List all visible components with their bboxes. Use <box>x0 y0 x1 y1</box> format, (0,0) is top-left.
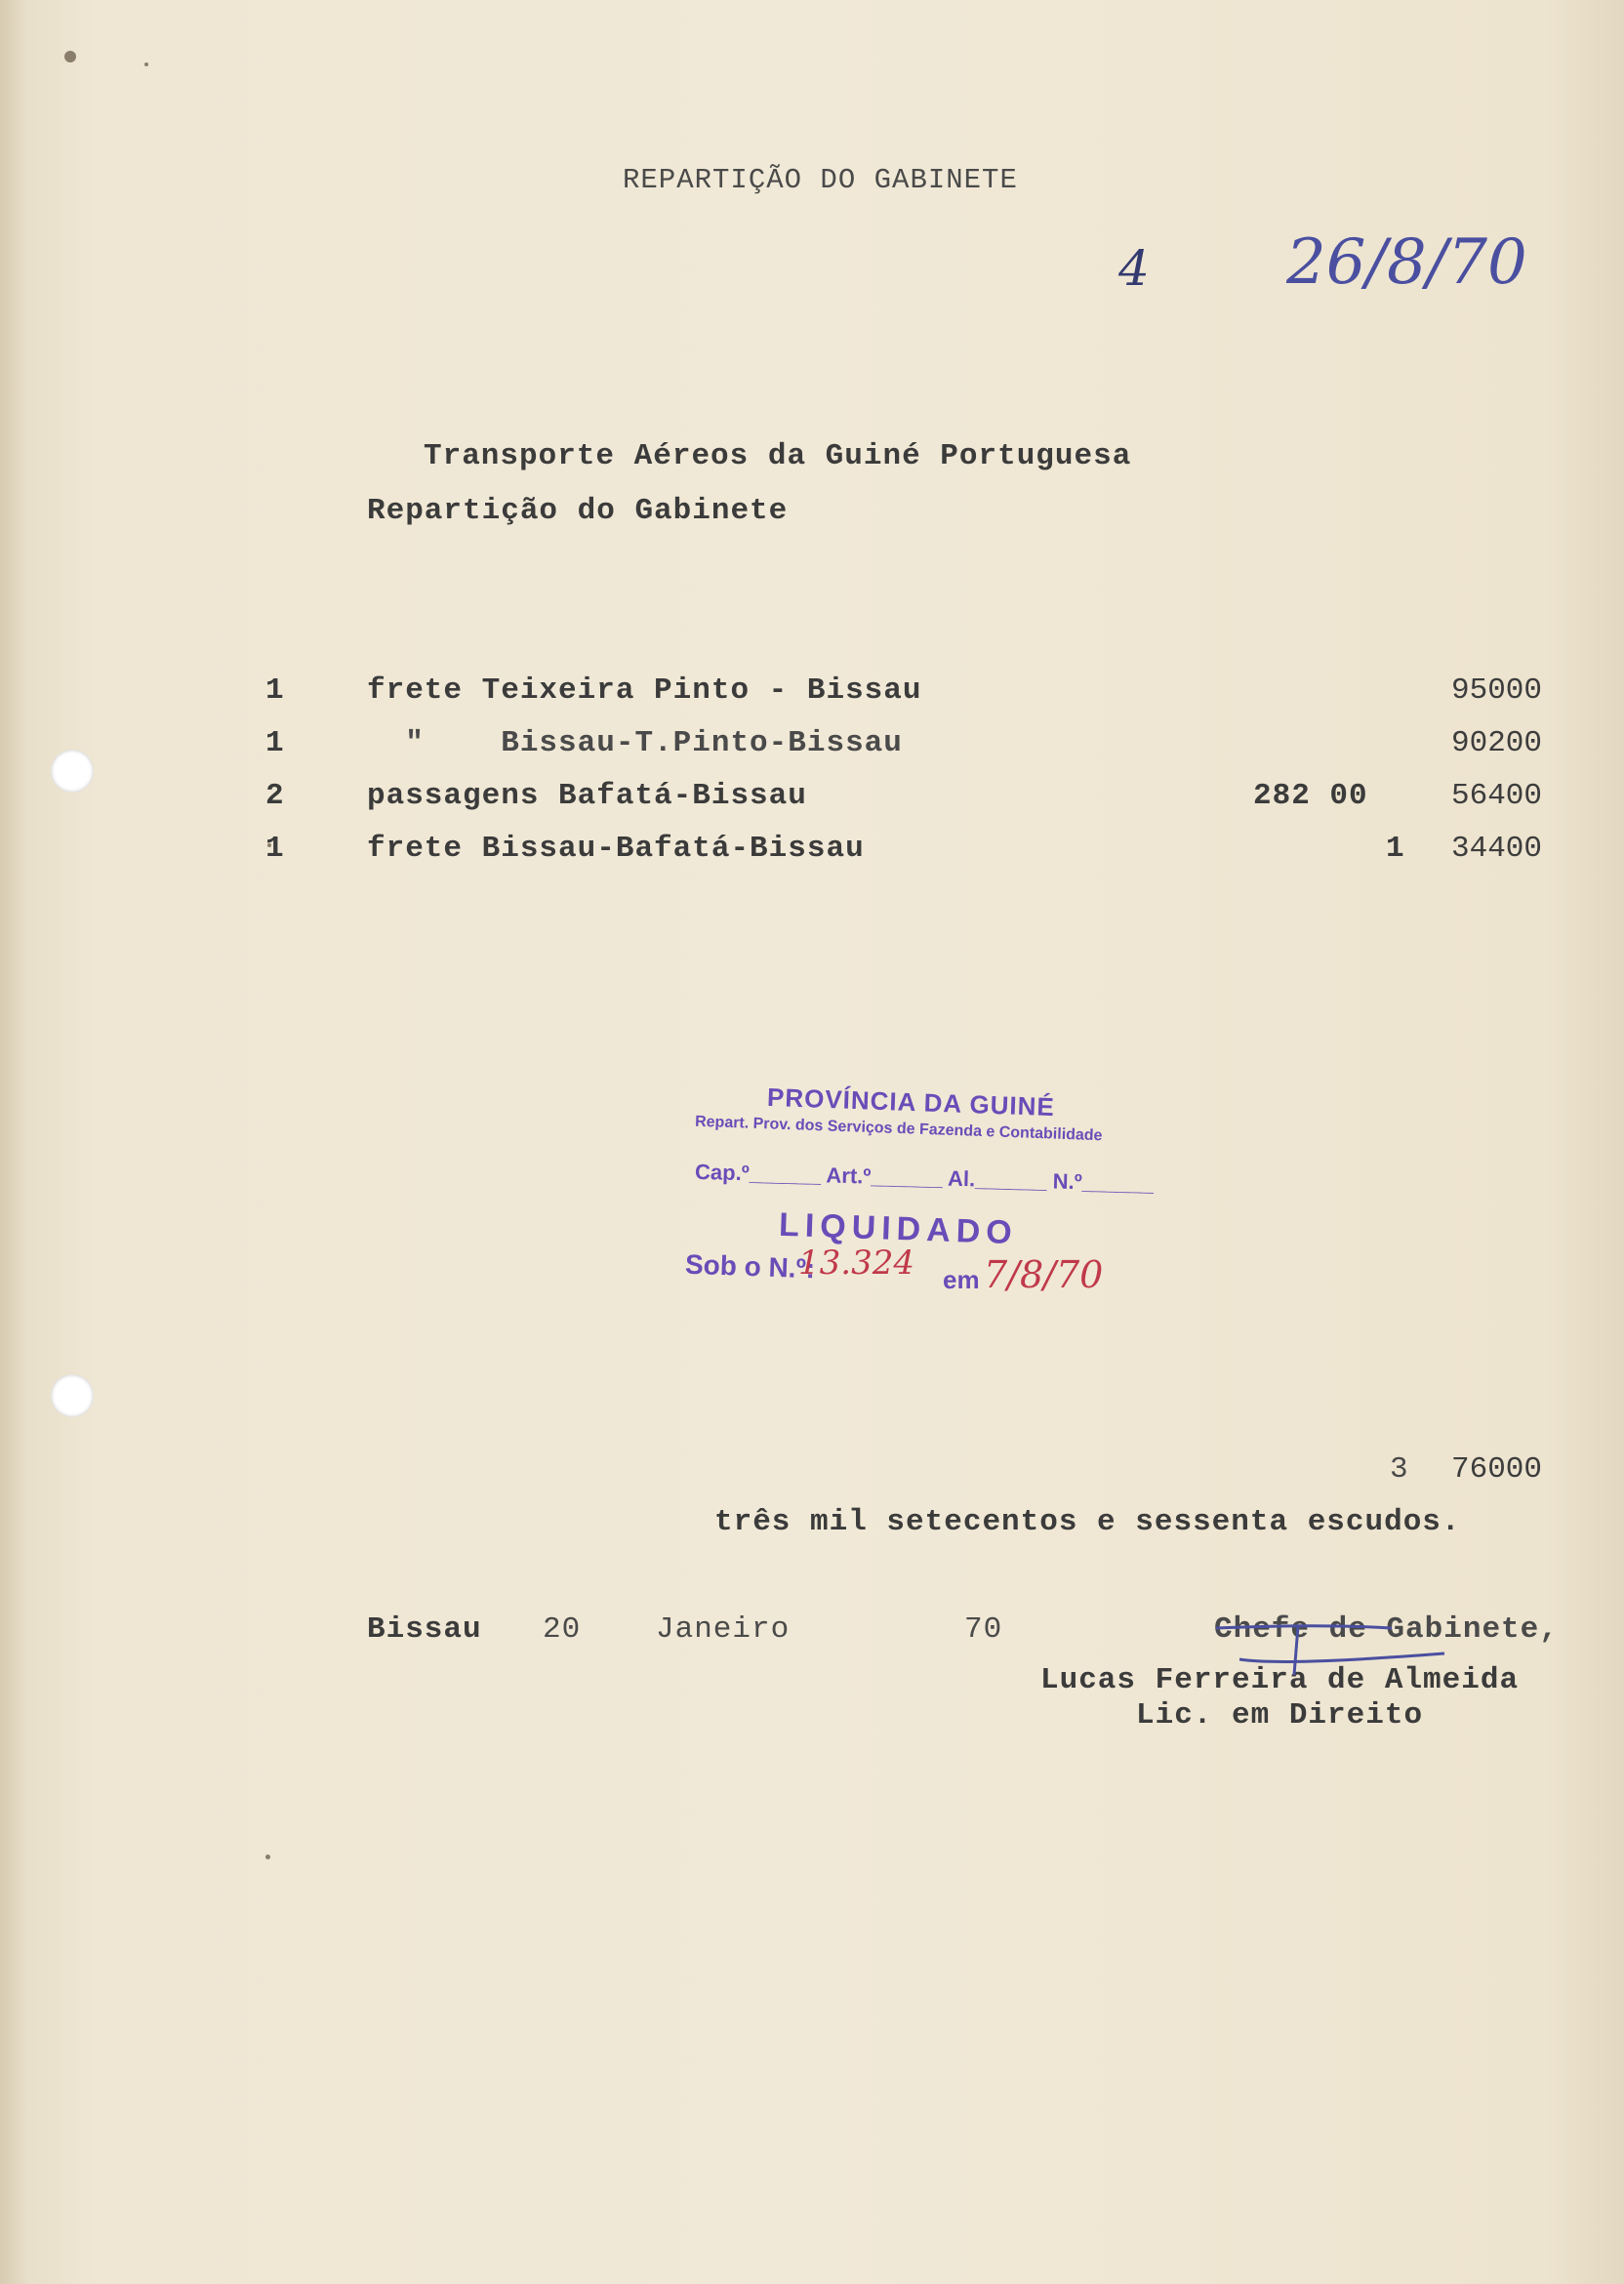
total-in-words: três mil setecentos e sessenta escudos. <box>714 1505 1461 1539</box>
stamp-title: PROVÍNCIA DA GUINÉ <box>766 1081 1056 1122</box>
stamp-status: LIQUIDADO <box>778 1205 1019 1252</box>
item-description: frete Teixeira Pinto - Bissau <box>367 673 922 708</box>
punch-hole-top <box>51 750 94 793</box>
stamp-em-label: em <box>943 1265 980 1294</box>
signer-name: Lucas Ferreira de Almeida <box>1040 1663 1520 1697</box>
item-qty: 1 <box>265 673 285 708</box>
addressee-line-1: Transporte Aéreos da Guiné Portuguesa <box>424 439 1132 473</box>
stamp-sob-label: Sob o N.º: <box>684 1248 816 1285</box>
footer-year: 70 <box>964 1612 1003 1647</box>
signer-degree: Lic. em Direito <box>1136 1698 1424 1733</box>
item-unit-price: 1 <box>1386 832 1405 866</box>
item-description: passagens Bafatá-Bissau <box>367 779 807 813</box>
item-unit-price: 282 00 <box>1253 779 1368 813</box>
item-amount: 34400 <box>1450 832 1542 866</box>
signer-role: Chefe de Gabinete, <box>1214 1612 1559 1647</box>
footer-month: Janeiro <box>656 1612 791 1647</box>
item-qty: 1 <box>265 832 285 866</box>
page-number-annotation: 4 <box>1118 240 1150 297</box>
footer-place: Bissau <box>367 1612 482 1647</box>
handwritten-date: 26/8/70 <box>1286 226 1527 299</box>
item-description: " Bissau-T.Pinto-Bissau <box>367 726 903 760</box>
stamp-em-date: 7/8/70 <box>984 1253 1104 1296</box>
total-thousands: 3 <box>1390 1452 1409 1487</box>
item-description: frete Bissau-Bafatá-Bissau <box>367 832 865 866</box>
paper-edge <box>0 0 27 2284</box>
punch-hole-bottom <box>51 1374 94 1417</box>
item-qty: 1 <box>265 726 285 760</box>
item-amount: 90200 <box>1450 726 1542 760</box>
footer-day: 20 <box>543 1612 582 1647</box>
item-amount: 95000 <box>1450 673 1542 708</box>
stamp-sob-number: 13.324 <box>798 1244 914 1283</box>
item-amount: 56400 <box>1450 779 1542 813</box>
stamp-fields: Cap.º______ Art.º______ Al.______ N.º______ <box>694 1159 1155 1197</box>
paper-speck <box>64 51 76 62</box>
stamp-subtitle: Repart. Prov. dos Serviços de Fazenda e Contabilidade <box>694 1113 1103 1145</box>
addressee-line-2: Repartição do Gabinete <box>367 494 789 528</box>
header-title: REPARTIÇÃO DO GABINETE <box>623 164 1018 196</box>
total-amount: 76000 <box>1450 1452 1542 1487</box>
paper-speck <box>144 62 148 66</box>
item-qty: 2 <box>265 779 285 813</box>
paper-speck <box>265 1855 270 1859</box>
